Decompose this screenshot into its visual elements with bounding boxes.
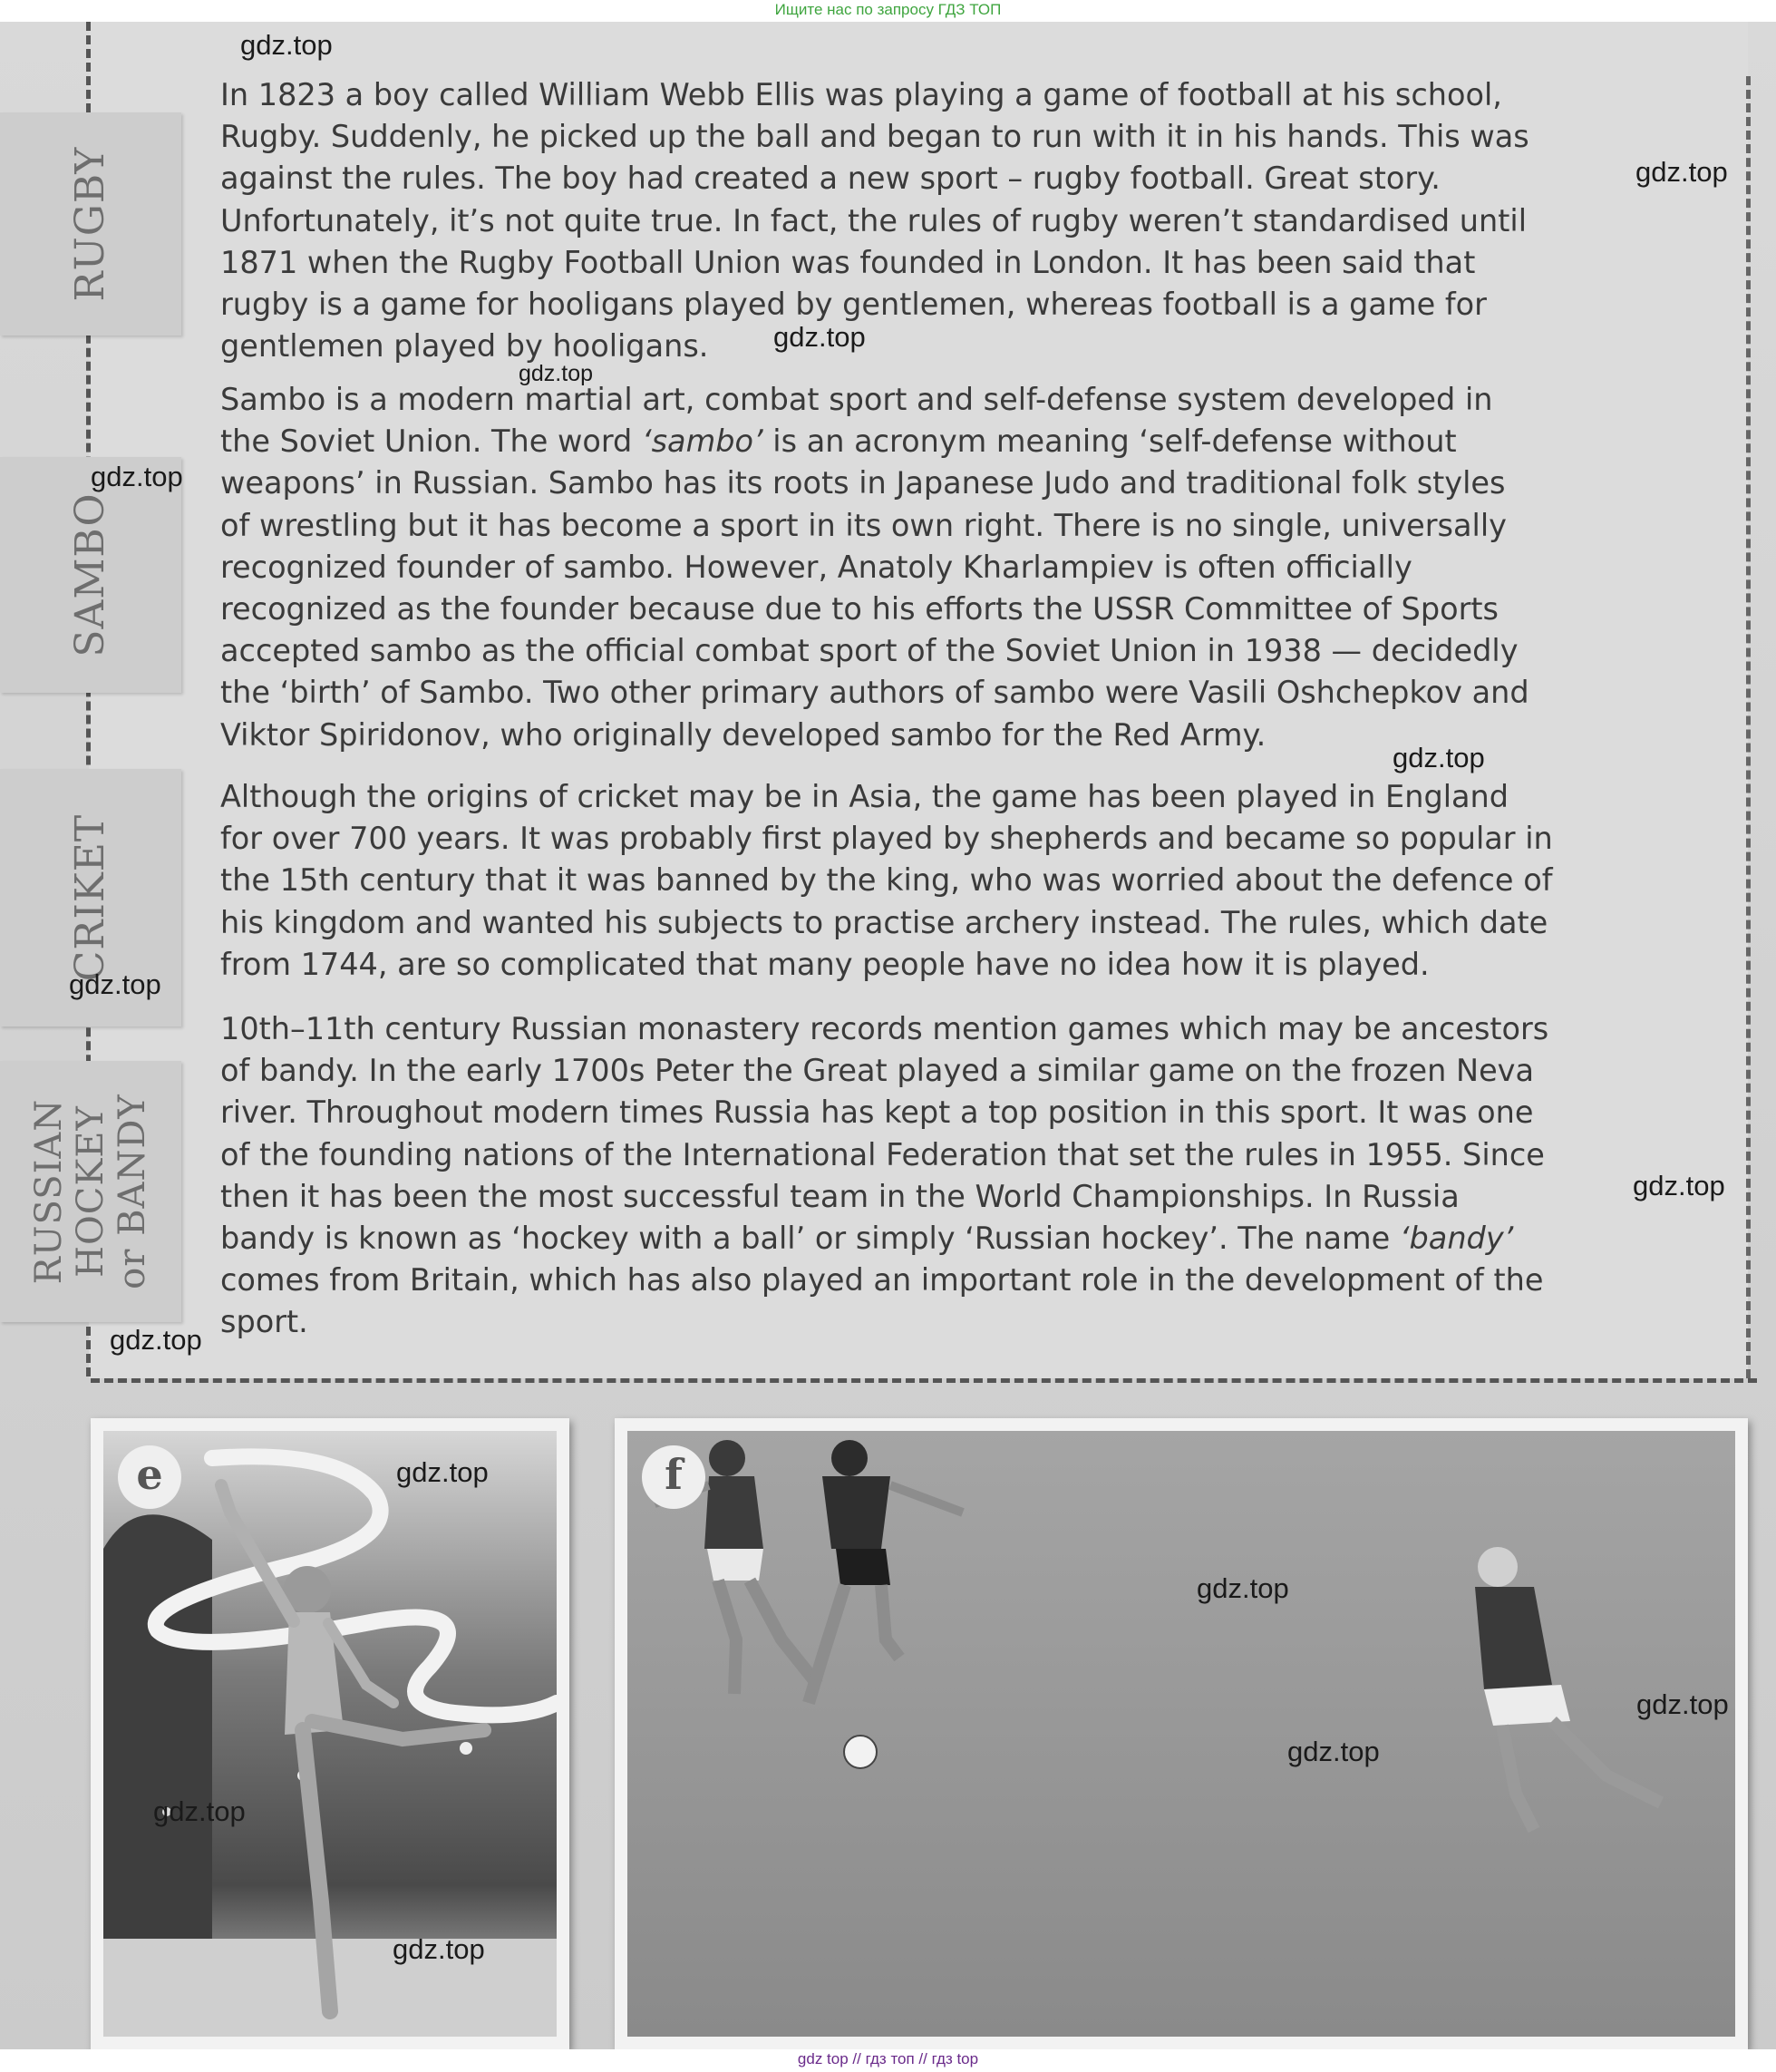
sambo-line: Viktor Spiridonov, who originally developed sambo for the Red Army. (220, 716, 1266, 753)
watermark: gdz.top (1635, 156, 1728, 188)
bandy-term: ‘bandy’ (1399, 1221, 1514, 1257)
gymnast-image (103, 1431, 557, 2037)
watermark: gdz.top (1287, 1736, 1380, 1767)
cricket-line: for over 700 years. It was probably first played by shepherds and became so popular in (220, 821, 1553, 857)
bandy-line: comes from Britain, which has also played an important role in the development of the (220, 1262, 1544, 1299)
sambo-line: recognized founder of sambo. However, Anatoly Kharlampiev is often officially (220, 549, 1412, 585)
cricket-line: the 15th century that it was banned by the king, who was worried about the defence of (220, 862, 1553, 899)
bandy-line: of bandy. In the early 1700s Peter the Great played a similar game on the frozen Neva (220, 1053, 1535, 1089)
bottom-dashed-border (91, 1378, 1757, 1383)
watermark: gdz.top (91, 461, 183, 492)
tab-rugby-label: RUGBY (67, 146, 113, 302)
tab-rugby (0, 112, 181, 336)
sambo-line: Sambo is a modern martial art, combat sport and self-defense system developed in (220, 382, 1493, 417)
rugby-line: gentlemen played by hooligans. (220, 328, 709, 365)
photo-badge-e: e (118, 1445, 181, 1509)
sambo-line: recognized as the founder because due to his efforts the USSR Committee of Sports (220, 591, 1499, 627)
tab-sambo-label: SAMBO (67, 492, 113, 657)
tab-cricket-label: CRIKET (67, 813, 113, 982)
sambo-line: is an acronym meaning ‘self-defense without (762, 423, 1457, 460)
tab-hockey-line-1: RUSSIAN (28, 1098, 70, 1285)
rugby-line: Unfortunately, it’s not quite true. In fact, the rules of rugby weren’t standardised until (220, 202, 1528, 238)
watermark: gdz.top (1393, 742, 1485, 773)
textbook-page (0, 22, 1776, 2049)
watermark: gdz.top (1197, 1572, 1289, 1604)
paragraph-rugby (220, 74, 1725, 367)
watermark: gdz.top (1633, 1170, 1725, 1201)
sambo-line: the Soviet Union. The word (220, 423, 642, 460)
paragraph-bandy (220, 1008, 1725, 1344)
photo-gymnast (91, 1418, 569, 2049)
tab-hockey (0, 1061, 181, 1322)
football-image (627, 1431, 1735, 2037)
bandy-line: 10th–11th century Russian monastery records mention games which may be ancestors (220, 1011, 1549, 1046)
paragraph-sambo (220, 379, 1725, 756)
photo-football (615, 1418, 1748, 2049)
rugby-line: 1871 when the Rugby Football Union was founded in London. It has been said that (220, 244, 1476, 280)
watermark: gdz.top (393, 1933, 485, 1965)
right-dashed-border (1746, 76, 1751, 1378)
sambo-line: accepted sambo as the official combat sport of the Soviet Union in 1938 — decidedly (220, 633, 1519, 669)
bandy-line: river. Throughout modern times Russia has kept a top position in this sport. It was one (220, 1094, 1534, 1131)
watermark: gdz.top (110, 1324, 202, 1356)
watermark: gdz.top (773, 321, 866, 353)
watermark: gdz.top (240, 29, 333, 61)
tab-hockey-line-3: or BANDY (112, 1094, 153, 1289)
watermark: gdz.top (153, 1795, 246, 1827)
watermark: gdz.top (519, 361, 594, 386)
rugby-line: In 1823 a boy called William Webb Ellis was playing a game of football at his school, (220, 77, 1502, 112)
rugby-line: Rugby. Suddenly, he picked up the ball and began to run with it in his hands. This was (220, 119, 1529, 155)
bandy-line: bandy is known as ‘hockey with a ball’ or simply ‘Russian hockey’. The name (220, 1221, 1400, 1257)
bandy-line: sport. (220, 1304, 308, 1340)
watermark: gdz.top (69, 968, 161, 1000)
tab-hockey-label (28, 1094, 153, 1289)
photo-badge-f: f (642, 1445, 705, 1509)
bandy-line: of the founding nations of the International Federation that set the rules in 1955. Since (220, 1136, 1545, 1172)
sambo-line: the ‘birth’ of Sambo. Two other primary authors of sambo were Vasili Oshchepkov and (220, 675, 1529, 711)
watermark: gdz.top (1636, 1688, 1729, 1720)
sambo-line: of wrestling but it has become a sport in its own right. There is no single, universally (220, 507, 1507, 543)
tab-hockey-line-2: HOCKEY (70, 1105, 112, 1278)
paragraph-cricket (220, 776, 1725, 986)
cricket-line: his kingdom and wanted his subjects to practise archery instead. The rules, which date (220, 904, 1548, 940)
cricket-line: Although the origins of cricket may be in Asia, the game has been played in England (220, 779, 1509, 814)
top-banner: Ищите нас по запросу ГДЗ ТОП (774, 1, 1002, 18)
rugby-line: rugby is a game for hooligans played by gentlemen, whereas football is a game for (220, 287, 1487, 323)
sambo-line: weapons’ in Russian. Sambo has its roots in Japanese Judo and traditional folk styles (220, 465, 1506, 501)
sambo-term: ‘sambo’ (641, 423, 763, 460)
watermark: gdz.top (396, 1456, 489, 1488)
rugby-line: against the rules. The boy had created a new sport – rugby football. Great story. (220, 161, 1441, 197)
bandy-line: then it has been the most successful team in the World Championships. In Russia (220, 1178, 1460, 1214)
footer-bar: gdz top // гдз топ // гдз top (0, 2049, 1776, 2072)
cricket-line: from 1744, are so complicated that many people have no idea how it is played. (220, 946, 1430, 982)
